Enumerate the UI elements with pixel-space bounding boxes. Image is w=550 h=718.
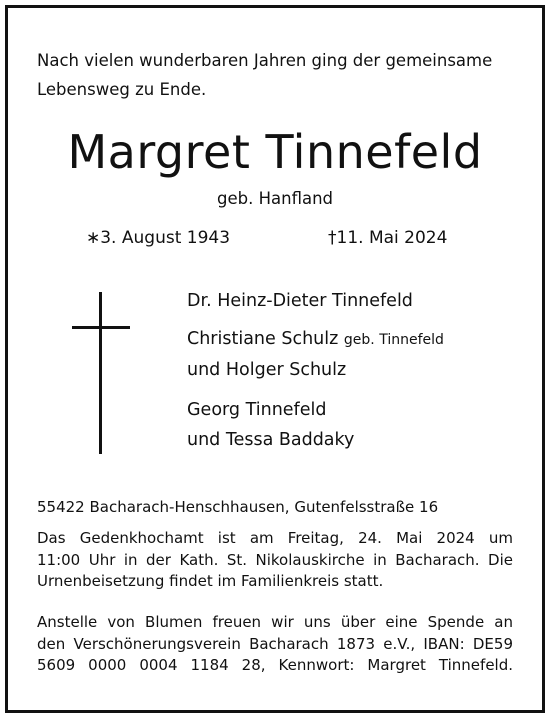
mourner-note: geb. Tinnefeld [343,332,444,348]
donation-line: Anstelle von Blumen freuen wir uns über eine Spende an [37,613,513,631]
mourner-line: und Tessa Baddaky [187,430,355,450]
intro-line: Lebensweg zu Ende. [37,80,207,99]
donation-line: 5609 0000 0004 1184 28, Kennwort: Margret Tinnefeld. [37,656,513,674]
service-line: 11:00 Uhr in der Kath. St. Nikolauskirche in Bacharach. Die [37,550,513,569]
service-line: Urnenbeisetzung findet im Familienkreis statt. [37,572,384,590]
mourner-group [187,324,517,385]
birth-date: ∗3. August 1943 [86,228,231,248]
maiden-name: geb. Hanfland [217,189,333,208]
death-date: †11. Mai 2024 [328,228,448,248]
mourner-line: und Holger Schulz [187,360,347,380]
donation-line: den Verschönerungsverein Bacharach 1873 e.V., IBAN: DE59 [37,634,513,653]
donation-info [37,612,513,677]
cross-icon [72,292,130,454]
mourner-name: Dr. Heinz-Dieter Tinnefeld [187,291,413,311]
mourner-name: Christiane Schulz [187,329,339,349]
service-line: Das Gedenkhochamt ist am Freitag, 24. Mai 2024 um [37,529,513,547]
family-address: 55422 Bacharach-Henschhausen, Gutenfelsstraße 16 [37,498,439,516]
deceased-name: Margret Tinnefeld [67,125,483,179]
intro-text [37,46,507,104]
mourner-group [187,395,517,455]
mourner-line [187,324,517,355]
intro-line: Nach vielen wunderbaren Jahren ging der gemeinsame [37,51,493,70]
service-info [37,528,513,593]
mourners-list [187,286,517,465]
mourner-line: Georg Tinnefeld [187,400,327,420]
